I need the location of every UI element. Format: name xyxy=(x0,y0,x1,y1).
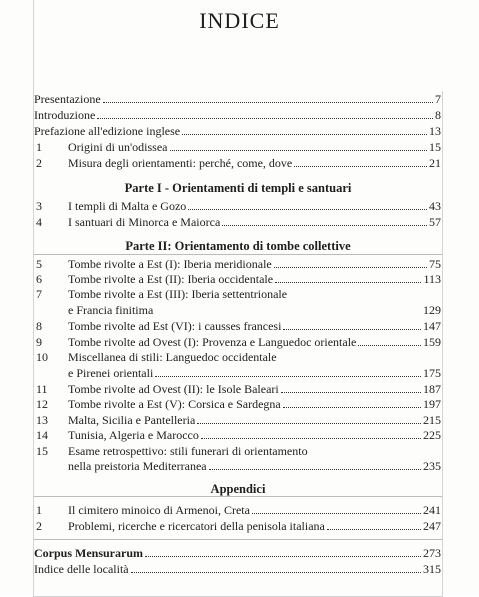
toc-entry[interactable] xyxy=(34,155,442,171)
toc-entry-text: Tombe rivolte a Est (II): Iberia occidentale xyxy=(68,272,274,286)
divider xyxy=(34,496,442,497)
dot-leader xyxy=(188,208,427,210)
dot-leader xyxy=(145,555,421,557)
toc-box xyxy=(33,91,443,597)
dot-leader xyxy=(170,149,428,151)
toc-entry-text: nella preistoria Mediterranea xyxy=(68,459,207,473)
toc-entry[interactable] xyxy=(34,214,442,230)
toc-entry-number: 4 xyxy=(36,215,42,229)
toc-entry-text: Esame retrospettivo: stili funerari di orientamento xyxy=(68,444,308,458)
toc-entry-page: 7 xyxy=(435,92,441,106)
toc-entry-text: Malta, Sicilia e Pantelleria xyxy=(68,413,196,427)
toc-entry[interactable] xyxy=(34,334,442,350)
dot-leader xyxy=(201,437,421,439)
toc-entry-text: Corpus Mensurarum xyxy=(34,546,144,560)
dot-leader xyxy=(294,165,427,167)
toc-entry[interactable] xyxy=(34,318,442,334)
toc-entry-continued[interactable] xyxy=(34,458,442,474)
part-1-heading: Parte I - Orientamenti di templi e santuari xyxy=(124,181,352,195)
toc-entry-page: 187 xyxy=(423,382,441,396)
toc-entry-page: 273 xyxy=(423,546,441,560)
toc-entry-number: 7 xyxy=(36,287,42,301)
toc-entry-number: 13 xyxy=(36,413,48,427)
toc-entry-page: 147 xyxy=(423,319,441,333)
toc-entry-continued[interactable] xyxy=(34,365,442,381)
toc-entry-number: 15 xyxy=(36,444,48,458)
toc-entry[interactable] xyxy=(34,91,442,107)
toc-entry-text: Tombe rivolte a Est (I): Iberia meridionale xyxy=(68,257,272,271)
toc-entry[interactable] xyxy=(34,107,442,123)
toc-entry[interactable] xyxy=(34,256,442,272)
toc-entry[interactable] xyxy=(34,381,442,397)
dot-leader xyxy=(283,406,421,408)
toc-entry-page: 159 xyxy=(423,335,441,349)
toc-entry-number: 3 xyxy=(36,199,42,213)
toc-entry-text: Tombe rivolte a Est (III): Iberia settentrionale xyxy=(68,287,288,301)
toc-entry-text: Tombe rivolte ad Ovest (I): Provenza e Languedoc orientale xyxy=(68,335,357,349)
toc-entry-text: Indice delle località xyxy=(34,562,129,576)
toc-entry-text: I santuari di Minorca e Maiorca xyxy=(68,215,221,229)
divider xyxy=(34,254,442,255)
toc-entry[interactable] xyxy=(34,518,442,534)
toc-entry-page: 247 xyxy=(423,519,441,533)
toc-entry-page: 75 xyxy=(429,257,441,271)
toc-entry-page: 241 xyxy=(423,503,441,517)
toc-entry-number: 1 xyxy=(36,140,42,154)
divider xyxy=(34,539,442,540)
dot-leader xyxy=(222,224,427,226)
dot-leader xyxy=(281,391,421,393)
toc-entry-number: 1 xyxy=(36,503,42,517)
dot-leader xyxy=(155,375,421,377)
toc-entry-text: Introduzione xyxy=(34,108,96,122)
toc-entry[interactable] xyxy=(34,443,442,459)
toc-entry-text: e Francia finitima xyxy=(68,303,154,317)
toc-entry-page: 21 xyxy=(429,156,441,170)
toc-entry-page: 8 xyxy=(435,108,441,122)
toc-entry[interactable] xyxy=(34,412,442,428)
toc-entry-page: 15 xyxy=(429,140,441,154)
toc-entry-number: 12 xyxy=(36,397,48,411)
dot-leader xyxy=(97,117,433,119)
toc-entry-page: 43 xyxy=(429,199,441,213)
toc-entry[interactable] xyxy=(34,396,442,412)
toc-entry[interactable] xyxy=(34,561,442,577)
toc-entry-page: 57 xyxy=(429,215,441,229)
toc-entry-page: 215 xyxy=(423,413,441,427)
toc-entry-text: Il cimitero minoico di Armenoi, Creta xyxy=(68,503,250,517)
toc-entry[interactable] xyxy=(34,349,442,365)
toc-entry-page: 113 xyxy=(423,272,441,286)
part-2-heading: Parte II: Orientamento di tombe collettive xyxy=(125,239,351,253)
dot-leader xyxy=(209,468,421,470)
page-title: INDICE xyxy=(199,8,280,33)
dot-leader xyxy=(197,422,421,424)
toc-entry-text: Tombe rivolte a Est (V): Corsica e Sardegna xyxy=(68,397,281,411)
toc-entry-number: 2 xyxy=(36,519,42,533)
toc-entry-text: e Pirenei orientali xyxy=(68,366,154,380)
toc-entry-text: Miscellanea di stili: Languedoc occidentale xyxy=(68,350,277,364)
toc-entry-text: Tombe rivolte ad Est (VI): i causses francesi xyxy=(68,319,282,333)
dot-leader xyxy=(131,571,421,573)
toc-entry-page: 225 xyxy=(423,428,441,442)
toc-entry-continued[interactable] xyxy=(34,302,442,318)
toc-entry[interactable] xyxy=(34,286,442,302)
toc-entry[interactable] xyxy=(34,198,442,214)
toc-entry-page: 315 xyxy=(423,562,441,576)
toc-entry-text: Problemi, ricerche e ricercatori della penisola italiana xyxy=(68,519,325,533)
toc-entry-number: 9 xyxy=(36,335,42,349)
toc-entry-number: 11 xyxy=(36,382,48,396)
appendici-heading: Appendici xyxy=(210,482,266,496)
toc-entry-number: 2 xyxy=(36,156,42,170)
toc-entry-number: 8 xyxy=(36,319,42,333)
dot-leader xyxy=(283,328,421,330)
toc-entry[interactable] xyxy=(34,427,442,443)
dot-leader xyxy=(275,281,421,283)
dot-leader xyxy=(182,133,427,135)
left-margin-line xyxy=(33,0,34,91)
toc-entry-page: 197 xyxy=(423,397,441,411)
toc-entry[interactable] xyxy=(34,271,442,287)
toc-entry-page: 13 xyxy=(429,124,441,138)
dot-leader xyxy=(274,266,427,268)
toc-entry-text: Misura degli orientamenti: perché, come, dove xyxy=(68,156,293,170)
toc-entry-text: Presentazione xyxy=(34,92,101,106)
toc-entry-number: 10 xyxy=(36,350,48,364)
toc-entry-number: 14 xyxy=(36,428,48,442)
dot-leader xyxy=(358,344,421,346)
toc-entry-page: 175 xyxy=(423,366,441,380)
dot-leader xyxy=(252,512,421,514)
toc-entry[interactable] xyxy=(34,545,442,561)
toc-entry[interactable] xyxy=(34,123,442,139)
dot-leader xyxy=(327,528,421,530)
toc-entry-text: I templi di Malta e Gozo xyxy=(68,199,187,213)
toc-entry-text: Prefazione all'edizione inglese xyxy=(34,124,181,138)
toc-entry-page: 235 xyxy=(423,459,441,473)
toc-entry-page: 129 xyxy=(423,303,441,317)
toc-entry-text: Origini di un'odissea xyxy=(68,140,168,154)
dot-leader xyxy=(103,101,433,103)
toc-entry[interactable] xyxy=(34,502,442,518)
toc-entry-number: 6 xyxy=(36,272,42,286)
toc-entry-number: 5 xyxy=(36,257,42,271)
toc-entry-text: Tunisia, Algeria e Marocco xyxy=(68,428,199,442)
toc-entry[interactable] xyxy=(34,139,442,155)
toc-entry-text: Tombe rivolte ad Ovest (II): le Isole Baleari xyxy=(68,382,279,396)
